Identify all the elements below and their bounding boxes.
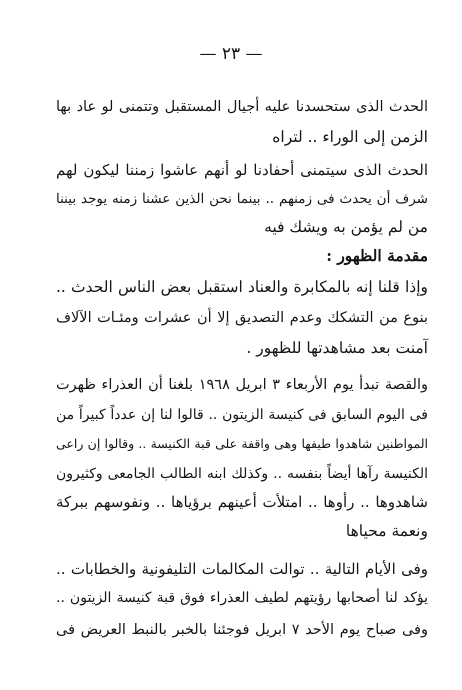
text-line: شاهدوها .. رأوها .. امتلأت أعينهم برؤياها .. ونفوسهم ببركة (56, 493, 428, 511)
text-line: بنوع من التشكك وعدم التصديق إلا أن عشرات ومئـات الآلاف (56, 310, 428, 326)
text-line: الزمن إلى الوراء .. لتراه (272, 128, 428, 146)
text-line: شرف أن يحدث فى زمنهم .. بينما نحن الذين عشنا زمنه يوجد بيننا (56, 191, 428, 207)
text-line: الحدث الذى سيتمنى أحفادنا لو أنهم عاشوا زمننا ليكون لهم (56, 161, 428, 179)
text-line: وإذا قلنا إنه بالمكابرة والعناد استقبل بعض الناس الحدث .. (56, 278, 428, 296)
text-line: المواطنين شاهدوا طيفها وهى واقفة على قبة الكنيسة .. وقالوا إن راعى (56, 436, 428, 451)
text-line: يؤكد لنا أصحابها رؤيتهم لطيف العذراء فوق قبة كنيسة الزيتون .. (56, 590, 428, 606)
text-line: ونعمة محياها (345, 522, 428, 540)
text-line: والقصة تبدأ يوم الأربعاء ٣ ابريل ١٩٦٨ بلغنا أن العذراء ظهرت (56, 377, 428, 393)
heading-text: مقدمة الظهور : (326, 246, 428, 265)
text-line: وفى صباح يوم الأحد ٧ ابريل فوجئنا بالخبر بالنبط العريض فى (56, 622, 428, 638)
text-line: الكنيسة رآها أيضاً بنفسه .. وكذلك ابنه الطالب الجامعى وكثيرون (56, 466, 428, 482)
text-line: وفى الأيام التالية .. توالت المكالمات التليفونية والخطابات .. (56, 560, 428, 578)
text-line: من لم يؤمن به ويشك فيه (264, 218, 428, 236)
text-line: الحدث الذى ستحسدنا عليه أجيال المستقبل وتتمنى لو عاد بها (56, 99, 428, 115)
text-line: آمنت بعد مشاهدتها للظهور . (246, 339, 428, 357)
text-line: فى اليوم السابق فى كنيسة الزيتون .. قالوا لنا إن عدداً كبيراً من (56, 407, 428, 423)
page-number: — ٢٣ — (199, 44, 263, 64)
